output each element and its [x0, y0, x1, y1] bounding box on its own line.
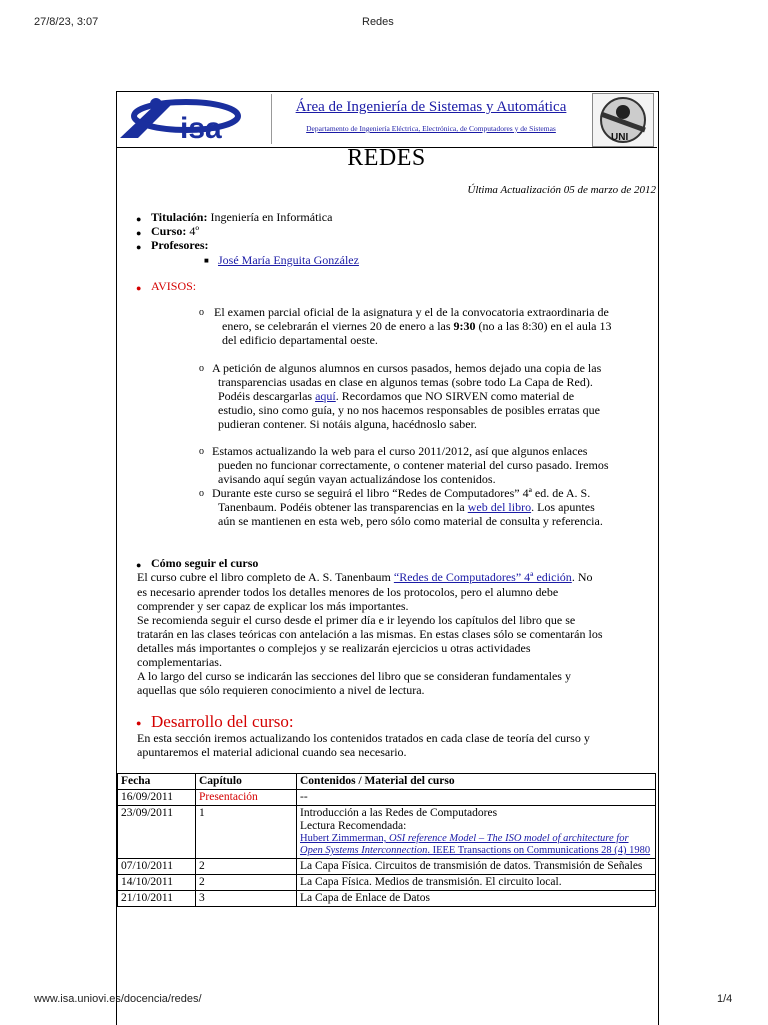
isa-logo-text: isa [180, 112, 222, 144]
reference-link[interactable]: Hubert Zimmerman, OSI reference Model – The ISO model of architecture for Open Systems Interconnection. IEEE Transactions on Communications 28 (4) 1980 [300, 833, 651, 856]
aviso-3-line-3: avisando aquí según vayan actualizándose los contenidos. [218, 472, 496, 486]
titulacion-value: Ingeniería en Informática [210, 210, 333, 224]
cell-fecha: 21/10/2011 [118, 891, 196, 907]
table-row [118, 891, 656, 907]
como-line-3: comprender y ser capaz de explicar los más importantes. [137, 599, 409, 613]
university-logo-text: UNI [611, 132, 629, 143]
circle-bullet-icon: o [199, 307, 204, 318]
isa-logo[interactable] [118, 94, 272, 144]
table-row [118, 790, 656, 806]
cell-contenido: La Capa Física. Circuitos de transmisión de datos. Transmisión de Señales [297, 859, 656, 875]
banner [116, 91, 657, 148]
isa-logo-graphic [118, 94, 271, 144]
desarrollo-line-1: En esta sección iremos actualizando los contenidos tratados en cada clase de teoría del curso y [137, 731, 590, 745]
cell-contenido-title: Introducción a las Redes de Computadores [300, 807, 498, 819]
table-row [118, 859, 656, 875]
department-link[interactable]: Departamento de Ingeniería Eléctrica, Electrónica, de Computadores y de Sistemas [306, 124, 556, 133]
aqui-link[interactable]: aquí [315, 389, 336, 403]
avisos-heading: AVISOS: [151, 279, 197, 293]
header-fecha: Fecha [118, 774, 196, 790]
header-capitulo: Capítulo [196, 774, 297, 790]
bullet-icon: ● [136, 214, 142, 224]
curso-value: 4º [189, 224, 200, 238]
lectura-label: Lectura Recomendada: [300, 820, 407, 832]
cell-fecha: 23/09/2011 [118, 806, 196, 859]
desarrollo-heading: Desarrollo del curso: [151, 712, 294, 731]
print-title: Redes [362, 16, 394, 28]
aviso-2-line-5: pudieran contener. Si notáis alguna, hacédnoslo saber. [218, 417, 477, 431]
bullet-icon: ● [136, 242, 142, 252]
page-title: REDES [347, 145, 426, 171]
aviso-1-line-2: enero, se celebrarán el viernes 20 de enero a las 9:30 (no a las 8:30) en el aula 13 [222, 319, 612, 333]
como-heading: Cómo seguir el curso [151, 556, 259, 570]
circle-bullet-icon: o [199, 363, 204, 374]
table-row [118, 806, 656, 859]
aviso-4-line-3: aún se mantienen en esta web, pero sólo como material de consulta y referencia. [218, 514, 603, 528]
curso-item [151, 224, 199, 238]
aviso-2-line-3: Podéis descargarlas aquí. Recordamos que NO SIRVEN como material de [218, 389, 575, 403]
aviso-3-line-1: Estamos actualizando la web para el curso 2011/2012, así que algunos enlaces [212, 444, 588, 458]
como-line-9: aquellas que sólo requieren conocimiento a nivel de lectura. [137, 683, 425, 697]
university-logo[interactable] [592, 93, 654, 147]
area-title-link[interactable]: Área de Ingeniería de Sistemas y Automática [295, 99, 567, 115]
aviso-2-line-4: estudio, sino como guía, y no nos hacemos responsables de posibles erratas que [218, 403, 600, 417]
profesores-label: Profesores: [151, 238, 209, 252]
como-line-2: es necesario aprender todos los detalles menores de los protocolos, pero el alumno debe [137, 585, 559, 599]
book-link[interactable]: “Redes de Computadores” 4ª edición [393, 570, 572, 584]
como-line-5: tratarán en las clases teóricas con antelación a las mismas. En estas clases sólo se comentarán los [137, 627, 603, 641]
header-contenidos: Contenidos / Material del curso [297, 774, 656, 790]
como-line-1: El curso cubre el libro completo de A. S. Tanenbaum “Redes de Computadores” 4ª edición. No [137, 570, 593, 584]
cell-capitulo: 2 [196, 859, 297, 875]
aviso-2-line-1: A petición de algunos alumnos en cursos pasados, hemos dejado una copia de las [212, 361, 602, 375]
university-logo-graphic [593, 94, 653, 146]
profesor-link[interactable]: José María Enguita González [218, 253, 359, 267]
profesores-item [151, 238, 209, 252]
cell-capitulo: 3 [196, 891, 297, 907]
aviso-2-line-2: transparencias usadas en clase en algunos temas (sobre todo La Capa de Red). [218, 375, 593, 389]
print-page-number: 1/4 [717, 993, 733, 1005]
aviso-3-line-2: pueden no funcionar correctamente, o contener material del curso pasado. Iremos [218, 458, 609, 472]
print-datetime: 27/8/23, 3:07 [34, 16, 99, 28]
square-bullet-icon: ■ [204, 256, 209, 265]
cell-capitulo: 1 [196, 806, 297, 859]
cell-fecha: 14/10/2011 [118, 875, 196, 891]
cell-fecha: 07/10/2011 [118, 859, 196, 875]
cell-fecha: 16/09/2011 [118, 790, 196, 806]
bullet-icon: ● [136, 560, 142, 570]
circle-bullet-icon: o [199, 446, 204, 457]
course-schedule-table [117, 773, 656, 907]
bullet-icon: ● [136, 718, 142, 728]
bullet-icon: ● [136, 283, 142, 293]
circle-bullet-icon: o [199, 488, 204, 499]
desarrollo-line-2: apuntaremos el material adicional cuando sea necesario. [137, 745, 407, 759]
aviso-4-line-1: Durante este curso se seguirá el libro “Redes de Computadores” 4ª ed. de A. S. [212, 486, 591, 500]
table-row [118, 875, 656, 891]
print-url: www.isa.uniovi.es/docencia/redes/ [34, 993, 202, 1005]
como-line-6: detalles más importantes o complejos y se realizarán ejercicios u otras actividades [137, 641, 531, 655]
cell-contenido: La Capa de Enlace de Datos [297, 891, 656, 907]
cell-contenido [297, 806, 656, 859]
como-line-8: A lo largo del curso se indicarán las secciones del libro que se consideran fundamentales y [137, 669, 571, 683]
web-del-libro-link[interactable]: web del libro [467, 500, 532, 514]
table-header-row [118, 774, 656, 790]
como-line-7: complementarias. [137, 655, 222, 669]
bullet-icon: ● [136, 228, 142, 238]
cell-capitulo[interactable]: Presentación [196, 790, 297, 806]
exam-time: 9:30 [453, 319, 476, 333]
cell-capitulo: 2 [196, 875, 297, 891]
curso-label: Curso: [151, 224, 187, 238]
aviso-4-line-2: Tanenbaum. Podéis obtener las transparencias en la web del libro. Los apuntes [218, 500, 595, 514]
titulacion-item [151, 210, 332, 224]
cell-contenido: -- [297, 790, 656, 806]
titulacion-label: Titulación: [151, 210, 208, 224]
aviso-1-line-3: del edificio departamental oeste. [222, 333, 378, 347]
last-updated: Última Actualización 05 de marzo de 2012 [467, 184, 656, 196]
cell-contenido: La Capa Física. Medios de transmisión. El circuito local. [297, 875, 656, 891]
como-line-4: Se recomienda seguir el curso desde el primer día e ir leyendo los capítulos del libro que se [137, 613, 576, 627]
aviso-1-line-1: El examen parcial oficial de la asignatura y el de la convocatoria extraordinaria de [214, 305, 609, 319]
